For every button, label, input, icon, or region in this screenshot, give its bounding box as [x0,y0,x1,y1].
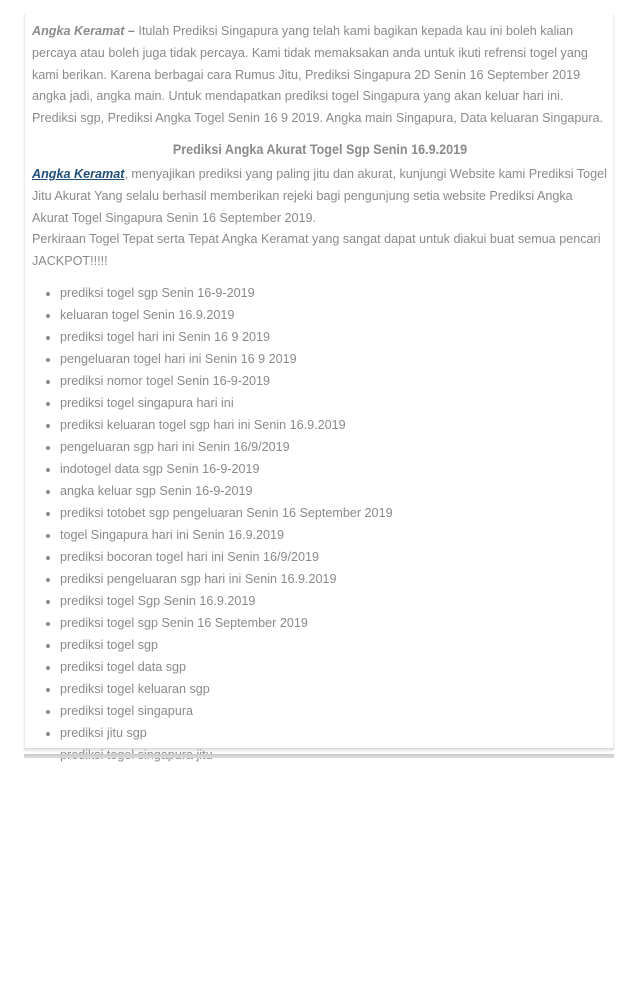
keyword-item: • pengeluaran sgp hari ini Senin 16/9/2019 [60,436,608,458]
keyword-item: • prediksi togel hari ini Senin 16 9 2019 [60,326,608,348]
keyword-list [32,282,608,766]
keyword-item: • prediksi totobet sgp pengeluaran Senin 16 September 2019 [60,502,608,524]
keyword-item: • prediksi togel singapura [60,700,608,722]
keyword-item: • prediksi keluaran togel sgp hari ini Senin 16.9.2019 [60,414,608,436]
keyword-item: • prediksi togel singapura hari ini [60,392,608,414]
body-text-2: Perkiraan Togel Tepat serta Tepat Angka Keramat yang sangat dapat untuk diakui buat semua pencari JACKPOT!!!!! [32,232,601,269]
article-content [32,21,608,766]
keyword-item: • pengeluaran togel hari ini Senin 16 9 2019 [60,348,608,370]
intro-paragraph [32,21,608,130]
keyword-item: • togel Singapura hari ini Senin 16.9.2019 [60,524,608,546]
body-text: , menyajikan prediksi yang paling jitu dan akurat, kunjungi Website kami Prediksi Togel Jitu Akurat Yang selalu berhasil memberikan rejeki bagi pengunjung setia website Prediksi Angka Akurat Togel Singapura Senin 16 September 2019. [32,166,607,225]
keyword-item: • prediksi togel keluaran sgp [60,678,608,700]
angka-keramat-link[interactable]: Angka Keramat [32,166,125,181]
keyword-item: • prediksi bocoran togel hari ini Senin 16/9/2019 [60,546,608,568]
intro-text: Itulah Prediksi Singapura yang telah kami bagikan kepada kau ini boleh kalian percaya atau boleh juga tidak percaya. Kami tidak memaksakan anda untuk ikuti refrensi togel yang kami berikan. Karena berbagai cara Rumus Jitu, Prediksi Singapura 2D Senin 16 September 2019 angka jadi, angka main. Untuk mendapatkan prediksi togel Singapura yang akan keluar hari ini. Prediksi sgp, Prediksi Angka Togel Senin 16 9 2019. Angka main Singapura, Data keluaran Singapura. [32,24,604,126]
intro-bold-term: Angka Keramat [32,24,125,38]
article-card [24,14,614,749]
body-paragraph [32,164,608,273]
section-heading: Prediksi Angka Akurat Togel Sgp Senin 16.9.2019 [172,140,468,157]
keyword-item: • prediksi jitu sgp [60,722,608,744]
keyword-item: • indotogel data sgp Senin 16-9-2019 [60,458,608,480]
intro-separator: – [124,24,139,38]
keyword-item: • prediksi togel sgp Senin 16 September 2019 [60,612,608,634]
keyword-item: • angka keluar sgp Senin 16-9-2019 [60,480,608,502]
keyword-item: • prediksi pengeluaran sgp hari ini Senin 16.9.2019 [60,568,608,590]
card-bottom-divider [24,754,614,758]
keyword-item: • prediksi togel Sgp Senin 16.9.2019 [60,590,608,612]
keyword-item: • prediksi nomor togel Senin 16-9-2019 [60,370,608,392]
keyword-item: • prediksi togel sgp Senin 16-9-2019 [60,282,608,304]
keyword-item: • prediksi togel sgp [60,634,608,656]
keyword-item: • keluaran togel Senin 16.9.2019 [60,304,608,326]
keyword-item: • prediksi togel data sgp [60,656,608,678]
